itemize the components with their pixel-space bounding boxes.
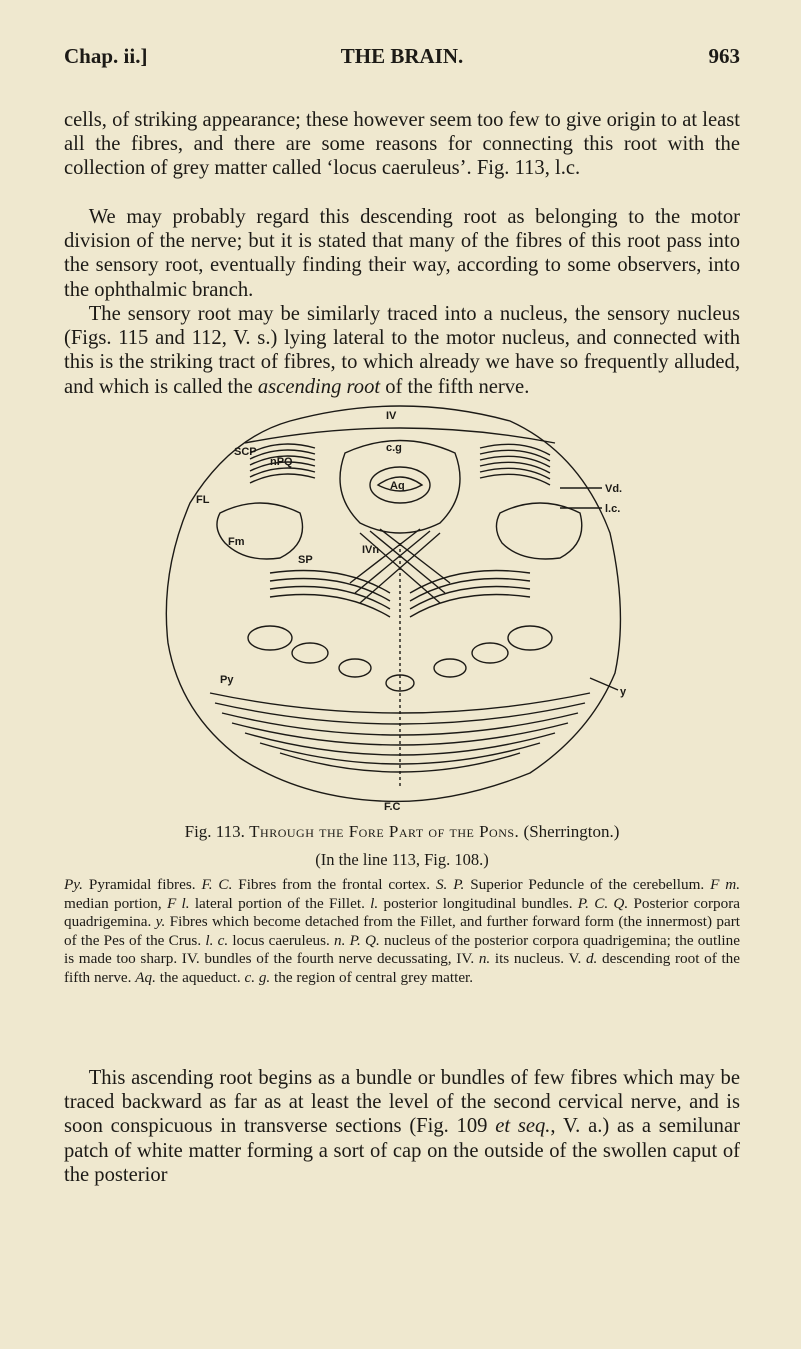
label-ivn: IVn xyxy=(362,544,380,556)
legend-abbr: d. xyxy=(585,950,598,968)
legend-abbr: P. C. Q. xyxy=(577,894,629,912)
legend-text: posterior longitudinal bundles. xyxy=(378,894,578,912)
label-aq: Aq xyxy=(390,480,405,492)
outline-of-section xyxy=(166,406,623,801)
paragraph-1: cells, of striking appearance; these however seem too few to give origin to at least all the fibres, and there are some reasons for connecting this root with the collection of grey matter called ‘locus caeruleus’. Fig. 113, l.c. xyxy=(64,109,740,180)
paragraph-3-text-a: The sensory root may be similarly traced into a nucleus, the sensory nucleus (Figs. 115 and 112, V. s.) lying lateral to the motor nucleus, and connected with this is the striking tract of fibres, to which already we have so frequently alluded, and which is called the xyxy=(64,303,740,398)
legend-abbr: c. g. xyxy=(244,968,271,986)
legend-abbr: Py. xyxy=(64,876,83,893)
label-sp: SP xyxy=(298,554,313,566)
legend-abbr: y. xyxy=(155,913,166,931)
label-lc: l.c. xyxy=(605,503,621,515)
label-iv: IV xyxy=(386,410,397,422)
figure-title: Through the Fore Part of the Pons. xyxy=(249,822,520,841)
label-y: y xyxy=(620,686,627,698)
paragraph-4-text-a: This ascending root begins as a bundle or bundles of few fibres which may be traced backward as far as at least the level of the second cervical nerve, and is soon conspicuous in transverse sections (Fig. 109 xyxy=(64,1067,740,1138)
label-scp: SCP xyxy=(234,446,257,458)
legend-abbr: l. c. xyxy=(205,931,229,949)
legend-text: Posterior corpora quadrigemina. xyxy=(64,894,740,931)
legend-text: lateral portion of the Fillet. xyxy=(189,894,371,912)
legend-abbr: n. P. Q. xyxy=(334,931,380,949)
legend-abbr: S. P. xyxy=(435,876,465,893)
figure-number: Fig. 113. xyxy=(184,822,245,841)
page-number: 963 xyxy=(708,44,740,68)
pons-section-figure xyxy=(150,393,650,813)
paragraph-4-text-b: , V. a.) as a semilunar patch of white matter forming a sort of cap on the outside of the swollen caput of the posterior xyxy=(64,1115,740,1186)
paragraph-4 xyxy=(64,1066,740,1187)
legend-abbr: Aq. xyxy=(135,968,156,986)
figure-credit: (Sherrington.) xyxy=(523,822,620,841)
running-header xyxy=(64,44,740,74)
legend-text: the region of central grey matter. xyxy=(270,968,474,986)
legend-abbr: F. C. xyxy=(201,876,233,893)
paragraph-3-emphasis: ascending root xyxy=(257,375,381,398)
right-lateral-loop xyxy=(496,503,581,559)
legend-abbr: n. xyxy=(478,950,491,968)
legend-text: Superior Peduncle of the cerebellum. xyxy=(464,876,711,893)
figure-caption xyxy=(64,822,740,842)
label-fc: F.C xyxy=(384,801,401,813)
legend-abbr: F l. xyxy=(166,894,190,912)
label-cg: c.g xyxy=(386,442,402,454)
label-fm: Fm xyxy=(228,536,245,548)
legend-text: Pyramidal fibres. xyxy=(82,876,202,893)
label-fl: FL xyxy=(196,494,210,506)
label-npq: nPQ xyxy=(270,456,293,468)
paragraph-3-text-b: of the fifth nerve. xyxy=(380,375,530,398)
legend-text: Fibres which become detached from the Fillet, and further forward form (the innermost) part of the Pes of the Crus. xyxy=(64,913,740,949)
left-lateral-loop xyxy=(217,503,303,559)
paragraph-4-emphasis: et seq. xyxy=(495,1115,551,1138)
y-leader xyxy=(590,678,618,690)
figure-legend xyxy=(64,876,740,988)
legend-text: the aqueduct. xyxy=(155,968,245,986)
running-title: THE BRAIN. xyxy=(340,44,464,68)
legend-text: locus caeruleus. xyxy=(228,931,335,949)
legend-text: median portion, xyxy=(64,894,167,912)
label-vd: Vd. xyxy=(605,483,623,495)
paragraph-3 xyxy=(64,302,740,399)
legend-text: nucleus of the posterior corpora quadrigemina; the outline is made too sharp. IV. bundles of the fourth nerve decussating, IV. xyxy=(64,931,740,968)
right-fillet-hatching xyxy=(480,444,550,485)
label-py: Py xyxy=(220,674,234,686)
figure-subcaption: (In the line 113, Fig. 108.) xyxy=(315,850,489,869)
legend-text: descending root of the fifth nerve. xyxy=(64,950,741,986)
legend-text: its nucleus. V. xyxy=(490,950,586,968)
paragraph-2: We may probably regard this descending root as belonging to the motor division of the nerve; but it is stated that many of the fibres of this root pass into the sensory root, eventually finding their way, according to some observers, into the ophthalmic branch. xyxy=(64,206,740,301)
chapter-label: Chap. ii.] xyxy=(64,44,148,68)
legend-abbr: F m. xyxy=(710,876,741,893)
legend-abbr: l. xyxy=(370,894,379,912)
legend-text: Fibres from the frontal cortex. xyxy=(232,876,436,893)
